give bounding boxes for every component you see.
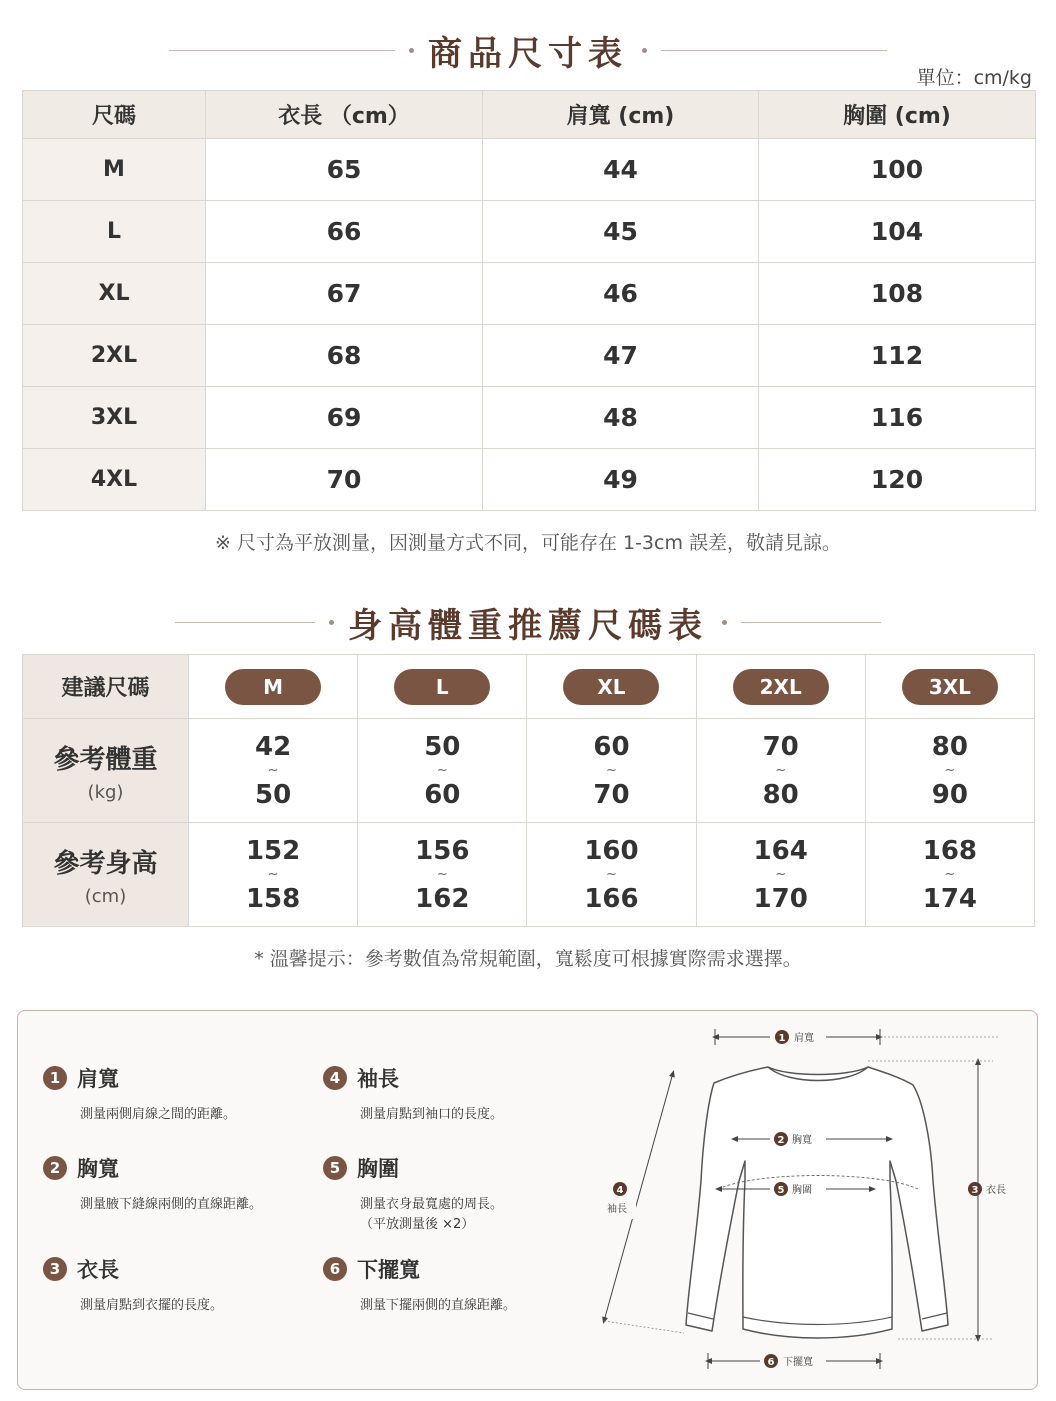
cell-shoulder: 47: [483, 325, 759, 387]
weight-row-label: [23, 719, 189, 823]
number-badge: 6: [323, 1257, 347, 1281]
guide-item-title: 肩寬: [77, 1067, 119, 1091]
cell-shoulder: 46: [483, 263, 759, 325]
row-size: 4XL: [23, 449, 206, 511]
cell-chest: 100: [759, 139, 1036, 201]
size-cell: [865, 655, 1034, 719]
weight-row: [23, 719, 1035, 823]
header-chest: 胸圍 (cm): [759, 91, 1036, 139]
height-label: 參考身高: [53, 848, 158, 879]
recommend-chart-header: [0, 598, 1056, 647]
number-badge: 1: [43, 1066, 67, 1090]
row-size: 3XL: [23, 387, 206, 449]
recommend-chart-note: * 溫馨提示：參考數值為常規範圍，寬鬆度可根據實際需求選擇。: [254, 948, 802, 970]
size-cell: [696, 655, 865, 719]
chest-width-badge-number: 2: [777, 1135, 785, 1146]
height-row-label: [23, 823, 189, 927]
guide-item-desc: 測量腋下縫線兩側的直線距離。: [80, 1197, 263, 1212]
guide-item-desc: 測量下擺兩側的直線距離。: [360, 1298, 517, 1313]
number-badge: 2: [43, 1156, 67, 1180]
height-unit: (cm): [84, 885, 127, 907]
number-badge: 5: [323, 1156, 347, 1180]
header-length: 衣長 （cm）: [206, 91, 483, 139]
header-size: 尺碼: [23, 91, 206, 139]
size-badge: M: [225, 669, 321, 705]
guide-item-title: 胸圍: [357, 1157, 399, 1181]
cell-shoulder: 44: [483, 139, 759, 201]
size-chart-note: ※ 尺寸為平放測量，因測量方式不同，可能存在 1-3cm 誤差，敬請見諒。: [214, 532, 842, 554]
cell-chest: 116: [759, 387, 1036, 449]
cell-length: 65: [206, 139, 483, 201]
size-row-label: 建議尺碼: [23, 655, 189, 719]
guide-item-desc: 測量兩側肩線之間的距離。: [80, 1107, 237, 1122]
guide-item-title: 袖長: [357, 1067, 399, 1091]
height-row: [23, 823, 1035, 927]
row-size: L: [23, 201, 206, 263]
weight-range: 50 ~ 60: [358, 719, 527, 823]
recommend-chart-title: 身高體重推薦尺碼表: [348, 606, 708, 646]
title-divider-left: [169, 50, 395, 51]
cell-shoulder: 48: [483, 387, 759, 449]
weight-range: 42 ~ 50: [189, 719, 358, 823]
table-row: [23, 449, 1036, 511]
guide-item-title: 下擺寬: [357, 1258, 420, 1282]
length-badge-number: 3: [971, 1185, 979, 1196]
guide-item-desc: 測量衣身最寬處的周長。 （平放測量後 ×2）: [360, 1197, 504, 1232]
height-range: 168 ~ 174: [865, 823, 1034, 927]
cell-length: 66: [206, 201, 483, 263]
size-cell: [189, 655, 358, 719]
shoulder-diagram-label: 肩寬: [794, 1033, 814, 1044]
shirt-outline: [686, 1067, 948, 1338]
measurement-guide-panel: [17, 1010, 1038, 1390]
size-row: [23, 655, 1035, 719]
cell-shoulder: 49: [483, 449, 759, 511]
height-range: 160 ~ 166: [527, 823, 696, 927]
cell-chest: 112: [759, 325, 1036, 387]
garment-diagram: [18, 1011, 1039, 1391]
cell-shoulder: 45: [483, 201, 759, 263]
hem-badge-number: 6: [767, 1357, 775, 1368]
height-range: 156 ~ 162: [358, 823, 527, 927]
weight-label: 參考體重: [53, 744, 158, 775]
table-row: [23, 387, 1036, 449]
header-shoulder: 肩寬 (cm): [483, 91, 759, 139]
table-row: [23, 263, 1036, 325]
weight-range: 80 ~ 90: [865, 719, 1034, 823]
chest-badge-number: 5: [777, 1185, 785, 1196]
guide-item-desc: 測量肩點到衣擺的長度。: [80, 1298, 224, 1313]
length-diagram-label: 衣長: [986, 1185, 1006, 1196]
size-badge: L: [394, 669, 490, 705]
sleeve-badge-number: 4: [616, 1185, 624, 1196]
cell-chest: 104: [759, 201, 1036, 263]
sleeve-diagram-label: 袖長: [607, 1204, 627, 1215]
recommend-table: [22, 654, 1035, 927]
table-row: [23, 325, 1036, 387]
shoulder-badge-number: 1: [778, 1033, 786, 1044]
row-size: 2XL: [23, 325, 206, 387]
weight-unit: (kg): [87, 781, 124, 803]
size-badge: 2XL: [733, 669, 829, 705]
size-cell: [358, 655, 527, 719]
guide-item-title: 衣長: [77, 1258, 119, 1282]
row-size: XL: [23, 263, 206, 325]
hem-diagram-label: 下擺寬: [783, 1357, 813, 1368]
guide-item-title: 胸寬: [77, 1157, 119, 1181]
title-divider-right: [661, 50, 887, 51]
height-range: 152 ~ 158: [189, 823, 358, 927]
row-size: M: [23, 139, 206, 201]
weight-range: 60 ~ 70: [527, 719, 696, 823]
cell-length: 68: [206, 325, 483, 387]
weight-range: 70 ~ 80: [696, 719, 865, 823]
size-chart-title: 商品尺寸表: [428, 34, 628, 74]
size-cell: [527, 655, 696, 719]
title-divider-right: [741, 622, 881, 623]
unit-label: 單位：cm/kg: [916, 67, 1032, 89]
number-badge: 3: [43, 1257, 67, 1281]
guide-item-desc: 測量肩點到袖口的長度。: [360, 1107, 504, 1122]
table-row: [23, 201, 1036, 263]
table-row: [23, 139, 1036, 201]
size-badge: XL: [563, 669, 659, 705]
height-range: 164 ~ 170: [696, 823, 865, 927]
size-table: [22, 90, 1036, 511]
title-dot: [722, 620, 727, 625]
title-dot: [409, 48, 414, 53]
size-chart-header: [0, 26, 1056, 75]
cell-chest: 108: [759, 263, 1036, 325]
cell-length: 67: [206, 263, 483, 325]
chest-width-diagram-label: 胸寬: [792, 1135, 812, 1146]
cell-length: 70: [206, 449, 483, 511]
title-dot: [642, 48, 647, 53]
chest-diagram-label: 胸圍: [792, 1185, 812, 1196]
title-divider-left: [175, 622, 315, 623]
title-dot: [329, 620, 334, 625]
size-badge: 3XL: [902, 669, 998, 705]
cell-chest: 120: [759, 449, 1036, 511]
number-badge: 4: [323, 1066, 347, 1090]
table-header-row: [23, 91, 1036, 139]
cell-length: 69: [206, 387, 483, 449]
